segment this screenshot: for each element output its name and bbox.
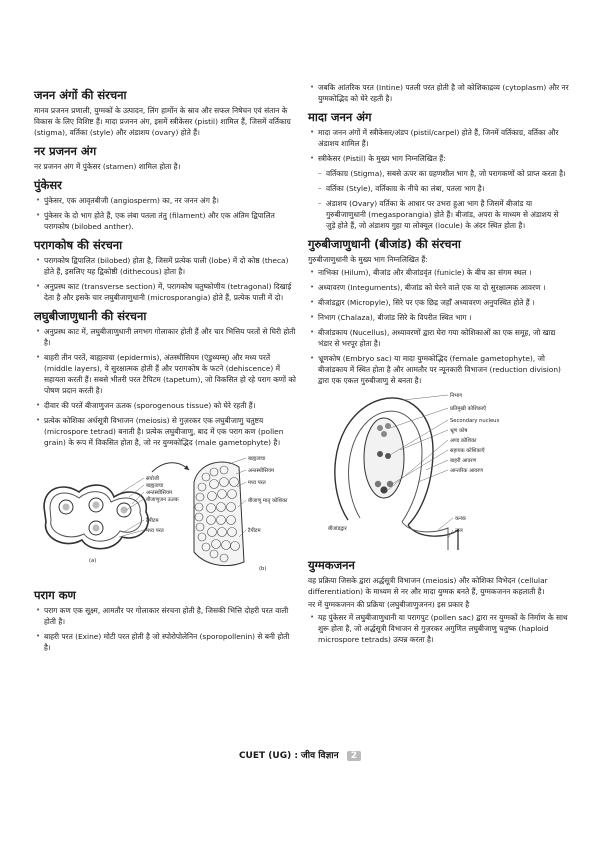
label-epidermis: बाह्यत्वचा bbox=[146, 483, 164, 489]
heading-female-organs: मादा जनन अंग bbox=[308, 110, 372, 124]
label-middle: मध्य परत bbox=[146, 528, 164, 534]
list-item: • बीजांडकाय (Nucellus), अध्यावरणों द्वारा घेरा गया कोशिकाओं का एक समूह, जो खाद्य भंडार से भरपूर होता है। bbox=[308, 327, 570, 349]
list-item: • जबकि आंतरिक परत (Intine) पतली परत होती है जो कोशिकाद्रव्य (cytoplasm) और नर युग्मकोद्भिद को घेरे रहती है। bbox=[308, 82, 570, 104]
label-secondary: Secondary nucleus bbox=[450, 418, 500, 424]
ovule-diagram bbox=[308, 390, 563, 550]
list-item: • यह पुंकेसर में लघुबीजाणुधानी या परागपुट (pollen sac) द्वारा नर युग्मकों के निर्माण के साथ शुरू होता है, जो अर्द्धसूत्री विभाजन से गुज़रकर अगुणित लघुबीजाणु चतुष्क (haploid microspore tetrads) उत्पन्न करता है। bbox=[308, 612, 570, 645]
intine-list bbox=[308, 82, 570, 104]
list-item: – अंडाशय (Ovary) वर्तिका के आधार पर उभरा हुआ भाग है जिसमें बीजांड या गुरुबीजाणुधानी (megasporangia) होते हैं। बीजांड, अपरा के माध्यम से अंडाशय से जुड़े होते हैं, जो अंडाशय गुहा या लोक्यूल (locule) के अंदर स्थित होता है। bbox=[316, 198, 570, 231]
list-item: • मादा जनन अंगों में स्त्रीकेसर/अंडप (pistil/carpel) होते हैं, जिनमें वर्तिकाग्र, वर्तिका और अंडाशय शामिल हैं। bbox=[308, 127, 570, 149]
list-item: • स्त्रीकेसर (Pistil) के मुख्य भाग निम्नलिखित हैं: bbox=[308, 153, 570, 164]
anther-diagram bbox=[34, 452, 289, 582]
list-item: • पुंकेसर के दो भाग होते हैं, एक लंबा पतला तंतु (filament) और एक अंतिम द्विपालित परागकोष (bilobed anther). bbox=[34, 210, 296, 232]
heading-structure: जनन अंगों की संरचना bbox=[34, 88, 127, 102]
list-item: • अनुप्रस्थ काट (transverse section) में, परागकोष चतुष्कोणीय (tetragonal) दिखाई देता है और इसके चार लघुबीजाणुधानी (microsporangia) होते हैं, प्रत्येक पाली में दो। bbox=[34, 281, 296, 303]
page-number: 2 bbox=[347, 751, 361, 761]
label-r-middle: मध्य परत bbox=[248, 480, 266, 486]
label-hilum: कनक bbox=[455, 516, 466, 522]
label-r-epidermis: बाह्यत्वचा bbox=[248, 456, 266, 462]
heading-microsporangium: लघुबीजाणुधानी की संरचना bbox=[34, 309, 147, 323]
pollen-list bbox=[34, 605, 296, 653]
label-synergids: सहायक कोशिकाएँ bbox=[450, 448, 485, 454]
label-embryo-sac: भ्रूण कोष bbox=[450, 428, 468, 434]
heading-gametogenesis: युग्मकजनन bbox=[308, 558, 355, 572]
label-tapetum: टैपीटम bbox=[146, 518, 159, 524]
label-r-endothecium: अन्तस्थीसियम bbox=[248, 468, 275, 474]
anther-list bbox=[34, 255, 296, 303]
heading-ovule: गुरुबीजाणुधानी (बीजांड) की संरचना bbox=[308, 237, 461, 251]
para-ovule: गुरुबीजाणुधानी के मुख्य भाग निम्नलिखित हैं: bbox=[308, 255, 428, 264]
label-sporogenous: बीजाणुजन ऊतक bbox=[146, 497, 179, 503]
ovule-list bbox=[308, 267, 570, 386]
label-inner: आन्तरिक आवरण bbox=[450, 468, 484, 474]
label-antipodal: प्रतिमुखी कोशिकाएँ bbox=[450, 406, 486, 412]
label-b: (b) bbox=[259, 566, 267, 572]
list-item: • प्रत्येक कोशिका अर्धसूत्री विभाजन (meiosis) से गुज़रकर एक लघुबीजाणु चतुष्टय (microspore tetrad) बनाती है। प्रत्येक लघुबीजाणु, बाद में एक पराग कण (pollen grain) के रूप में विकसित होता है, जो नर युग्मकोद्भिद (male gametophyte) है। bbox=[34, 415, 296, 448]
para-male-gametogenesis: नर में युग्मकजनन की प्रक्रिया (लघुबीजाणुजनन) इस प्रकार है bbox=[308, 600, 470, 609]
heading-pollen: पराग कण bbox=[34, 588, 76, 602]
anther-figure bbox=[34, 452, 289, 582]
label-r-tapetum: टैपीटम bbox=[248, 528, 261, 534]
list-item: • बीजांडद्वार (Micropyle), सिरे पर एक छिद्र जहाँ अध्यावरण अनुपस्थित होते हैं । bbox=[308, 297, 570, 308]
label-connective: संयोजी bbox=[146, 476, 160, 482]
heading-stamen: पुंकेसर bbox=[34, 178, 62, 192]
list-item: • अध्यावरण (Integuments), बीजांड को घेरने वाले एक या दो सुरक्षात्मक आवरण । bbox=[308, 282, 570, 293]
para-gametogenesis: वह प्रक्रिया जिसके द्वारा अर्द्धसूत्री विभाजन (meiosis) और कोशिका विभेदन (cellular differentiation) के माध्यम से नर और मादा युग्मक बनते हैं, युग्मकजनन कहलाती है। bbox=[308, 576, 548, 596]
list-item: • पराग कण एक सूक्ष्म, आमतौर पर गोलाकार संरचना होती है, जिसकी भित्ति दोहरी परत वाली होती है। bbox=[34, 605, 296, 627]
list-item: • बाहरी तीन परतें, बाह्यत्वचा (epidermis), अंतस्थीसियम (एंडुथ्यम्स्) और मध्य परतें (middle layers), ये सुरक्षात्मक होती हैं और परागकोष के फटने (dehiscence) में सहायता करती हैं। सबसे भीतरी परत टैपिटम (tapetum), जो विकसित हो रहे पराग कणों को पोषण प्रदान करती है। bbox=[34, 352, 296, 396]
list-item: • बाहरी परत (Exine) मोटी परत होती है जो स्पोरोपोलेनिन (sporopollenin) से बनी होती है। bbox=[34, 631, 296, 653]
list-item: • पुंकेसर, एक आवृतबीजी (angiosperm) का, नर जनन अंग है। bbox=[34, 195, 296, 206]
list-item: • परागकोष द्विपालित (bilobed) होता है, जिसमें प्रत्येक पाली (lobe) में दो कोष्ठ (theca) होते हैं, इसलिए यह द्विकोष्ठी (dithecous) होता है। bbox=[34, 255, 296, 277]
stamen-list bbox=[34, 195, 296, 232]
list-item: • अनुप्रस्थ काट में, लघुबीजाणुधानी लगभग गोलाकार होती हैं और चार भित्तिय परतों से घिरी होती है। bbox=[34, 326, 296, 348]
label-integument: निभाग bbox=[450, 393, 463, 399]
list-item: • भ्रूणकोष (Embryo sac) या मादा युग्मकोद्भिद (female gametophyte), जो बीजांडकाय में स्थित होता है और आमतौर पर न्यूनकारी विभाजन (reduction division) द्वारा एक एकल गुरुबीजाणु से बनता है। bbox=[308, 353, 570, 386]
label-egg: अण्ड कोशिका bbox=[450, 438, 477, 444]
list-item: • निभाग (Chalaza), बीजांड सिरे के विपरीत स्थित भाग । bbox=[308, 312, 570, 323]
label-micropyle: बीजांडद्वार bbox=[328, 526, 347, 532]
list-item: – वर्तिका (Style), वर्तिकाग्र के नीचे का लंबा, पतला भाग है। bbox=[316, 183, 570, 194]
pistil-parts-list bbox=[308, 168, 570, 231]
label-outer: बाहरी आवरण bbox=[450, 458, 477, 464]
label-endothecium: अन्तस्थीसियम bbox=[146, 490, 173, 496]
list-item: • नाभिका (Hilum), बीजांड और बीजांडवृंत (funicle) के बीच का संगम स्थल । bbox=[308, 267, 570, 278]
list-item: – वर्तिकाग्र (Stigma), सबसे ऊपर का ग्रहणशील भाग है, जो परागकणों को प्राप्त करता है। bbox=[316, 168, 570, 179]
list-item: • दीवार की परतें बीजाणुजन ऊतक (sporogenous tissue) को घेरे रहती हैं। bbox=[34, 400, 296, 411]
footer-text: CUET (UG) : जीव विज्ञान bbox=[238, 751, 339, 761]
page-footer bbox=[0, 748, 600, 761]
heading-anther: परागकोष की संरचना bbox=[34, 238, 123, 252]
female-list bbox=[308, 127, 570, 164]
label-a: (a) bbox=[89, 558, 97, 564]
gameto-list bbox=[308, 612, 570, 645]
micro-list bbox=[34, 326, 296, 448]
ovule-figure bbox=[308, 390, 563, 550]
para-structure: मानव प्रजनन प्रणाली, युग्मकों के उत्पादन, लिंग हार्मोन के स्राव और सफल निषेचन एवं संतान के विकास के लिए विशिष्ट हैं। मादा प्रजनन अंग, इसमें स्त्रीकेसर (pistil) शामिल हैं, जिसमें वर्तिकाग्र (stigma), वर्तिका (style) और अंडाशय (ovary) होते हैं। bbox=[34, 106, 291, 137]
label-funicle: नाल bbox=[455, 528, 463, 534]
para-male: नर प्रजनन अंग में पुंकेसर (stamen) शामिल होता है। bbox=[34, 162, 181, 171]
label-r-sporogenous: बीजाणु मातृ कोशिका bbox=[248, 498, 288, 504]
left-column bbox=[34, 82, 296, 657]
heading-male-organs: नर प्रजनन अंग bbox=[34, 144, 97, 158]
right-column bbox=[308, 82, 570, 649]
